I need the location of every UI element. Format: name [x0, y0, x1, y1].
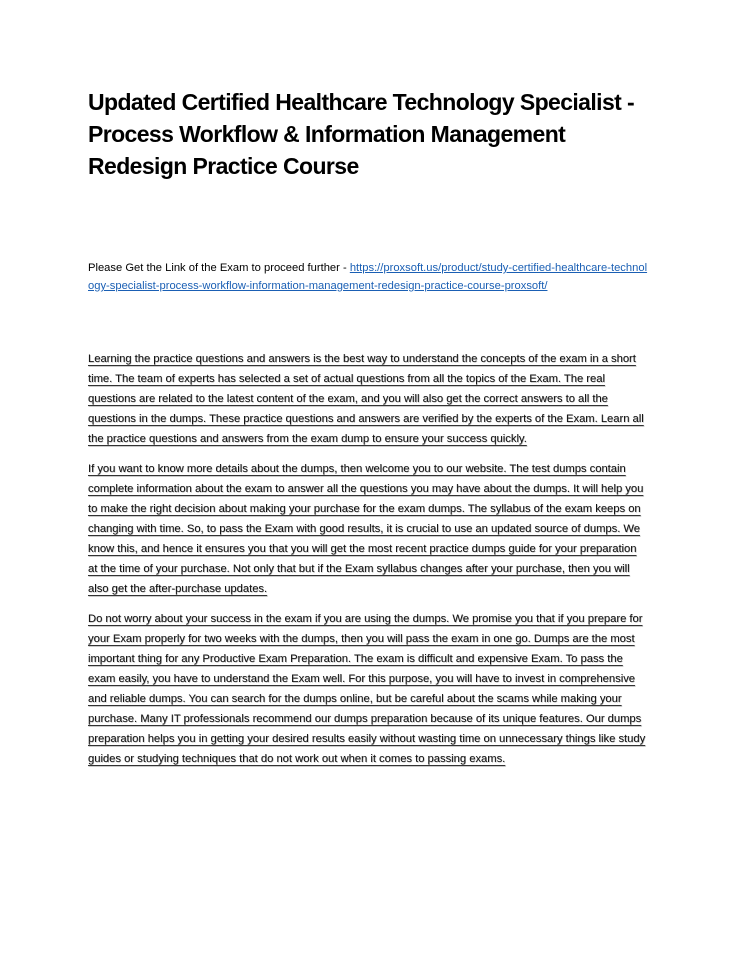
link-paragraph: [88, 259, 648, 295]
document-title: Updated Certified Healthcare Technology Specialist - Process Workflow & Information Management Redesign Practice Course: [88, 89, 635, 179]
link-intro-text: Please Get the Link of the Exam to proceed further -: [88, 262, 350, 274]
body-paragraph-3: Do not worry about your success in the exam if you are using the dumps. We promise you that if you prepare for your Exam properly for two weeks with the dumps, then you will pass the exam in one go. Dumps are the most important thing for any Productive Exam Preparation. The exam is difficult and expensive Exam. To pass the exam easily, you have to understand the Exam well. For this purpose, you will have to invest in comprehensive and reliable dumps. You can search for the dumps online, but be careful about the scams while making your purchase. Many IT professionals recommend our dumps preparation because of its unique features. Our dumps preparation helps you in getting your desired results easily without wasting time on unnecessary things like study guides or studying techniques that do not work out when it comes to passing exams.: [88, 613, 646, 765]
body-paragraph-1: Learning the practice questions and answers is the best way to understand the concepts of the exam in a short time. The team of experts has selected a set of actual questions from all the topics of the Exam. The real questions are related to the latest content of the exam, and you will also get the correct answers to all the questions in the dumps. These practice questions and answers are verified by the experts of the Exam. Learn all the practice questions and answers from the exam dump to ensure your success quickly.: [88, 353, 644, 445]
body-paragraph-2: If you want to know more details about the dumps, then welcome you to our website. The test dumps contain complete information about the exam to answer all the questions you may have about the dumps. It will help you to make the right decision about making your purchase for the exam dumps. The syllabus of the exam keeps on changing with time. So, to pass the Exam with good results, it is crucial to use an updated source of dumps. We know this, and hence it ensures you that you will get the most recent practice dumps guide for your preparation at the time of your purchase. Not only that but if the Exam syllabus changes after your purchase, then you will also get the after-purchase updates.: [88, 463, 644, 595]
body-text: [88, 349, 648, 779]
exam-link[interactable]: https://proxsoft.us/product/study-certified-healthcare-technology-specialist-process-workflow-information-management-redesign-practice-course-proxsoft/: [88, 262, 648, 292]
